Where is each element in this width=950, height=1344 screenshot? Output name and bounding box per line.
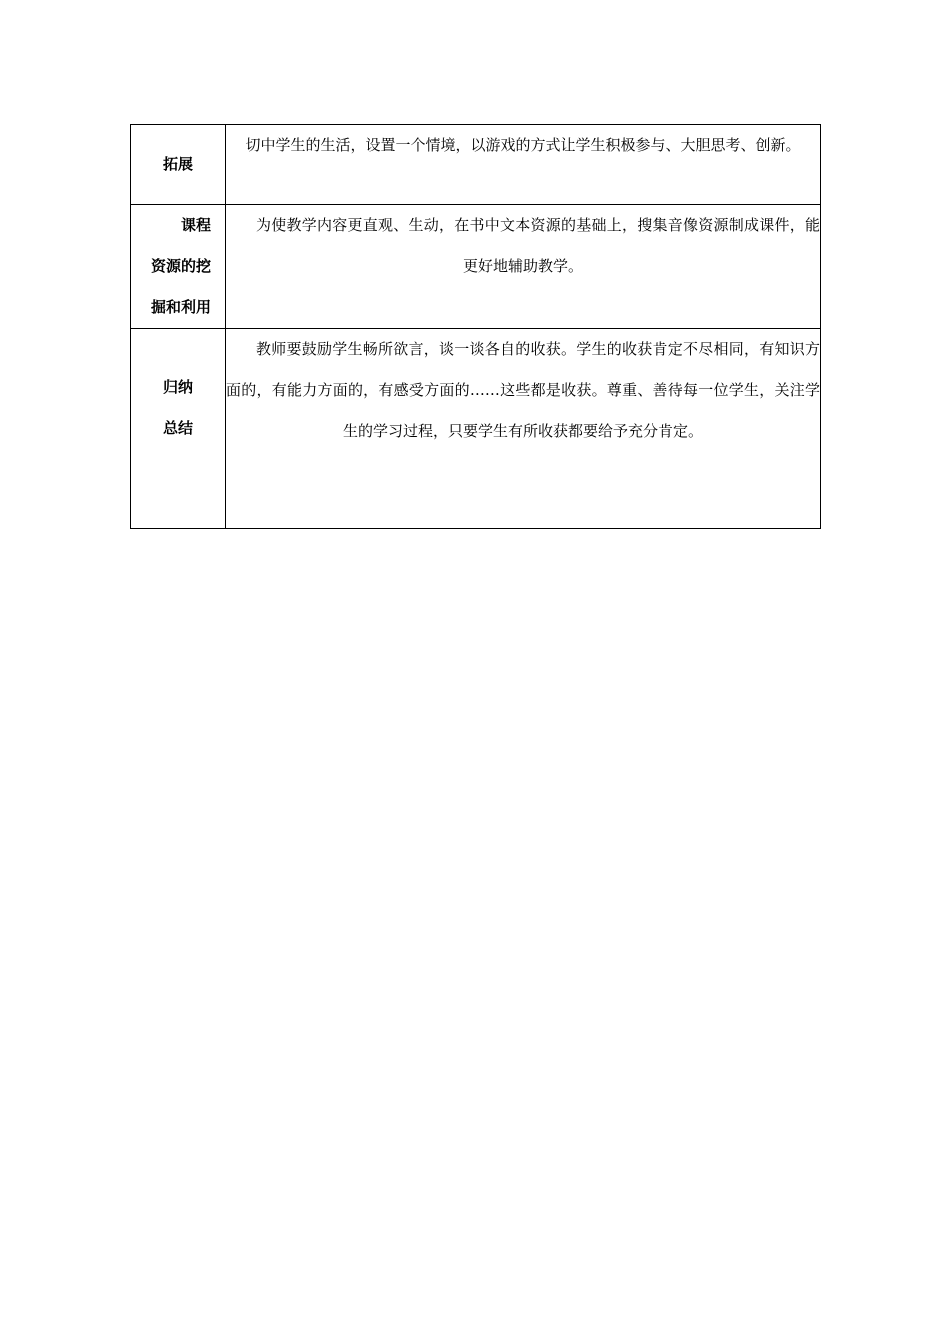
row-label-line: 总结 <box>162 419 193 437</box>
row-label-line: 归纳 <box>162 378 193 396</box>
table-row <box>131 205 821 329</box>
row-content <box>226 125 821 205</box>
row-content-text: 切中学生的生活，设置一个情境，以游戏的方式让学生积极参与、大胆思考、创新。 <box>245 136 801 154</box>
row-content <box>226 205 821 329</box>
row-label-line: 掘和利用 <box>150 298 211 316</box>
row-label-line: 课程 <box>180 216 211 234</box>
row-label-line: 资源的挖 <box>150 257 211 275</box>
table-row <box>131 329 821 529</box>
row-label <box>131 205 226 329</box>
row-label <box>131 329 226 529</box>
row-content-text: 为使教学内容更直观、生动，在书中文本资源的基础上，搜集音像资源制成课件，能更好地辅助教学。 <box>256 216 820 275</box>
row-content <box>226 329 821 529</box>
row-label <box>131 125 226 205</box>
row-content-text: 教师要鼓励学生畅所欲言，谈一谈各自的收获。学生的收获肯定不尽相同，有知识方面的，有能力方面的，有感受方面的……这些都是收获。尊重、善待每一位学生，关注学生的学习过程，只要学生有所收获都要给予充分肯定。 <box>226 340 820 440</box>
table-row <box>131 125 821 205</box>
row-label-line: 拓展 <box>162 155 193 173</box>
lesson-plan-table <box>130 124 821 529</box>
